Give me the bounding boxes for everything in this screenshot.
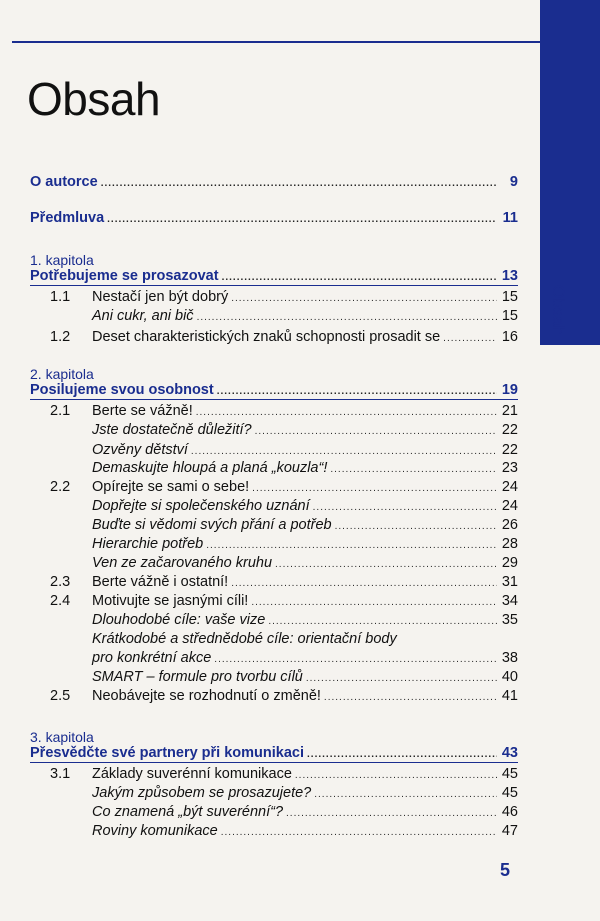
page-title: Obsah bbox=[27, 73, 161, 125]
chapter-tag: 2. kapitola bbox=[30, 366, 94, 382]
chapter-tag: 3. kapitola bbox=[30, 729, 94, 745]
leader-dots bbox=[191, 446, 497, 457]
toc-subsection[interactable]: pro konkrétní akce ..... 38 bbox=[30, 650, 518, 670]
toc-subsection[interactable]: Co znamená „být suverénní“? ..... 46 bbox=[30, 804, 518, 824]
chapter-rule bbox=[30, 399, 518, 400]
leader-dots bbox=[206, 540, 497, 551]
page-number: 5 bbox=[500, 860, 511, 880]
leader-dots bbox=[221, 827, 497, 838]
toc-subsection[interactable]: Roviny komunikace ..... 47 bbox=[30, 823, 518, 843]
leader-dots bbox=[306, 673, 497, 684]
toc-subsection[interactable]: Hierarchie potřeb ..... 28 bbox=[30, 536, 518, 556]
leader-dots bbox=[314, 789, 497, 800]
toc-section[interactable]: 2.3 Berte vážně i ostatní! ..... 31 bbox=[30, 574, 518, 594]
toc-subsection[interactable]: SMART – formule pro tvorbu cílů ..... 40 bbox=[30, 669, 518, 689]
toc-section[interactable]: 1.1 Nestačí jen být dobrý ..... 15 bbox=[30, 289, 518, 309]
toc-entry-predmluva[interactable]: Předmluva ..... 11 bbox=[30, 210, 518, 230]
chapter-rule bbox=[30, 762, 518, 763]
chapter-tag: 1. kapitola bbox=[30, 252, 94, 268]
toc-subsection[interactable]: Krátkodobé a střednědobé cíle: orientační body bbox=[92, 631, 397, 647]
toc-subsection[interactable]: Ozvěny dětství ..... 22 bbox=[30, 442, 518, 462]
leader-dots bbox=[255, 426, 497, 437]
toc-subsection[interactable]: Demaskujte hloupá a planá „kouzla“! ..... 23 bbox=[30, 460, 518, 480]
toc-subsection[interactable]: Ani cukr, ani bič ..... 15 bbox=[30, 308, 518, 328]
leader-dots bbox=[107, 214, 497, 225]
toc-section[interactable]: 2.2 Opírejte se sami o sebe! ..... 24 bbox=[30, 479, 518, 499]
toc-section[interactable]: 3.1 Základy suverénní komunikace ..... 45 bbox=[30, 766, 518, 786]
leader-dots bbox=[335, 521, 497, 532]
top-rule bbox=[12, 41, 542, 43]
leader-dots bbox=[252, 483, 497, 494]
leader-dots bbox=[330, 464, 497, 475]
leader-dots bbox=[217, 386, 497, 397]
leader-dots bbox=[251, 597, 497, 608]
leader-dots bbox=[231, 293, 497, 304]
toc-section[interactable]: 2.5 Neobávejte se rozhodnutí o změně! ..... 41 bbox=[30, 688, 518, 708]
toc-subsection[interactable]: Buďte si vědomi svých přání a potřeb ..... 26 bbox=[30, 517, 518, 537]
leader-dots bbox=[443, 333, 497, 344]
leader-dots bbox=[324, 692, 497, 703]
toc-section[interactable]: 1.2 Deset charakteristických znaků schopnosti prosadit se ..... 16 bbox=[30, 329, 518, 349]
side-tab-label: Obsah bbox=[549, 284, 568, 336]
toc-section[interactable]: 2.1 Berte se vážně! ..... 21 bbox=[30, 403, 518, 423]
leader-dots bbox=[307, 749, 497, 760]
chapter-rule bbox=[30, 285, 518, 286]
toc-section[interactable]: 2.4 Motivujte se jasnými cíli! ..... 34 bbox=[30, 593, 518, 613]
leader-dots bbox=[286, 808, 497, 819]
chapter-title[interactable]: Přesvědčte své partnery při komunikaci ..... 43 bbox=[30, 745, 518, 765]
leader-dots bbox=[295, 770, 497, 781]
leader-dots bbox=[214, 654, 497, 665]
toc-subsection[interactable]: Ven ze začarovaného kruhu ..... 29 bbox=[30, 555, 518, 575]
leader-dots bbox=[222, 272, 497, 283]
toc-subsection[interactable]: Dlouhodobé cíle: vaše vize ..... 35 bbox=[30, 612, 518, 632]
toc-subsection[interactable]: Jste dostatečně důležití? ..... 22 bbox=[30, 422, 518, 442]
leader-dots bbox=[101, 178, 497, 189]
leader-dots bbox=[275, 559, 497, 570]
leader-dots bbox=[313, 502, 497, 513]
leader-dots bbox=[197, 312, 497, 323]
toc-subsection[interactable]: Dopřejte si společenského uznání ..... 24 bbox=[30, 498, 518, 518]
toc-entry-o-autorce[interactable]: O autorce ..... 9 bbox=[30, 174, 518, 194]
toc-subsection[interactable]: Jakým způsobem se prosazujete? ..... 45 bbox=[30, 785, 518, 805]
chapter-title[interactable]: Posilujeme svou osobnost ..... 19 bbox=[30, 382, 518, 402]
leader-dots bbox=[268, 616, 497, 627]
leader-dots bbox=[196, 407, 497, 418]
leader-dots bbox=[231, 578, 497, 589]
chapter-title[interactable]: Potřebujeme se prosazovat ..... 13 bbox=[30, 268, 518, 288]
